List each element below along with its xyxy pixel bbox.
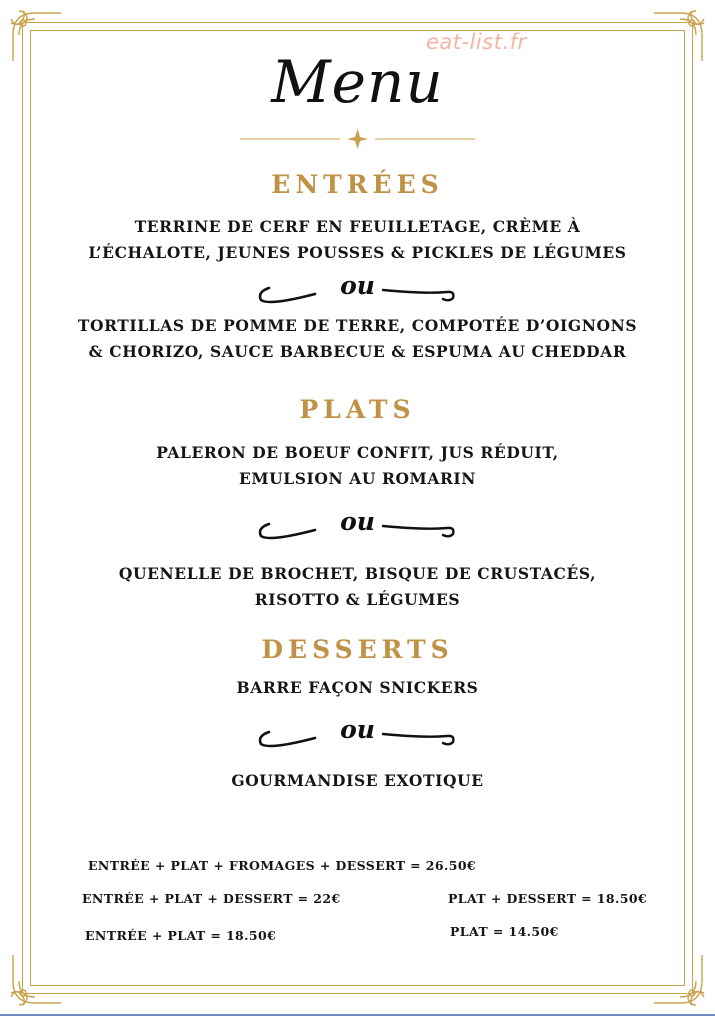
or-separator — [255, 272, 460, 312]
plat-option-2-line-2: RISOTTO & LÉGUMES — [254, 590, 461, 609]
entree-option-1 — [40, 214, 675, 266]
formula-plat: PLAT = 14.50€ — [450, 924, 559, 939]
plat-option-2-line-1: QUENELLE DE BROCHET, BISQUE DE CRUSTACÉS, — [118, 564, 597, 583]
entree-option-2-line-1: TORTILLAS DE POMME DE TERRE, COMPOTÉE D’OIGNONS — [77, 316, 638, 335]
menu-title: Menu — [271, 48, 444, 116]
title-divider-star-icon — [240, 128, 475, 150]
corner-ornament-icon — [650, 951, 710, 1011]
section-heading-plats: PLATS — [299, 395, 416, 424]
entree-option-2-line-2: & CHORIZO, SAUCE BARBECUE & ESPUMA AU CHEDDAR — [88, 342, 627, 361]
formula-entree-plat-dessert: ENTRÉE + PLAT + DESSERT = 22€ — [82, 891, 341, 906]
or-word: ou — [340, 715, 375, 744]
watermark: eat-list.fr — [426, 30, 527, 54]
entree-option-1-line-1: TERRINE DE CERF EN FEUILLETAGE, CRÈME À — [134, 217, 581, 236]
dessert-option-2: GOURMANDISE EXOTIQUE — [231, 771, 484, 790]
plat-option-2 — [40, 561, 675, 613]
formula-entree-plat-fromages-dessert: ENTRÉE + PLAT + FROMAGES + DESSERT = 26.50€ — [88, 858, 477, 873]
plat-option-1-line-1: PALERON DE BOEUF CONFIT, JUS RÉDUIT, — [156, 443, 559, 462]
or-separator — [255, 716, 460, 756]
or-word: ou — [340, 507, 375, 536]
plat-option-1 — [40, 440, 675, 492]
formula-plat-dessert: PLAT + DESSERT = 18.50€ — [448, 891, 648, 906]
or-separator — [255, 508, 460, 548]
section-heading-entrees: ENTRÉES — [271, 170, 444, 199]
formula-entree-plat: ENTRÉE + PLAT = 18.50€ — [85, 928, 277, 943]
entree-option-1-line-2: L’ÉCHALOTE, JEUNES POUSSES & PICKLES DE LÉGUMES — [88, 243, 627, 262]
section-heading-desserts: DESSERTS — [261, 635, 454, 664]
corner-ornament-icon — [5, 951, 65, 1011]
entree-option-2 — [40, 313, 675, 365]
plat-option-1-line-2: EMULSION AU ROMARIN — [238, 469, 477, 488]
or-word: ou — [340, 271, 375, 300]
dessert-option-1: BARRE FAÇON SNICKERS — [236, 678, 479, 697]
